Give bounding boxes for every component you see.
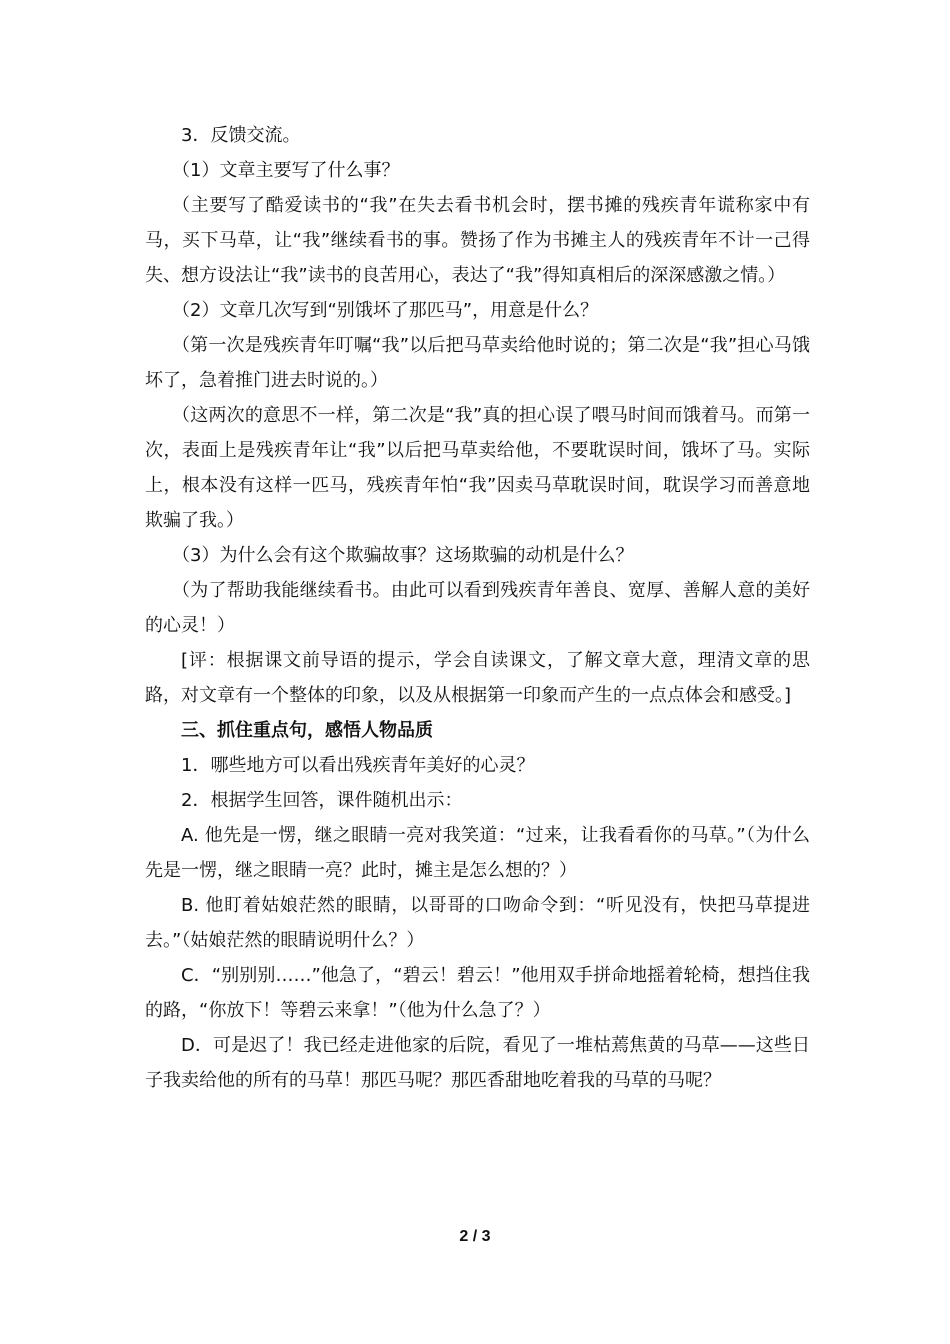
section-heading-3: 三、抓住重点句，感悟人物品质 xyxy=(181,720,433,741)
excerpt-c: C．“别别别……”他急了，“碧云！碧云！”他用双手拼命地摇着轮椅，想挡住我的路，“你放下！等碧云来拿！”（他为什么急了？） xyxy=(145,965,810,1021)
excerpt-d: D．可是迟了！我已经走进他家的后院，看见了一堆枯蔫焦黄的马草——这些日子我卖给他的所有的马草！那匹马呢？那匹香甜地吃着我的马草的马呢？ xyxy=(145,1035,810,1091)
document-body xyxy=(145,118,810,1098)
item-1: 1．哪些地方可以看出残疾青年美好的心灵？ xyxy=(181,755,535,776)
page-number: 2 / 3 xyxy=(459,1228,491,1245)
comment-paragraph: [评：根据课文前导语的提示，学会自读课文，了解文章大意，理清文章的思路，对文章有一个整体的印象，以及从根据第一印象而产生的一点点体会和感受。] xyxy=(145,650,810,706)
question-3: （3）为什么会有这个欺骗故事？这场欺骗的动机是什么？ xyxy=(172,545,634,566)
paragraph-feedback-heading: 3．反馈交流。 xyxy=(181,125,301,146)
question-1: （1）文章主要写了什么事？ xyxy=(172,160,400,181)
answer-2a: （第一次是残疾青年叮嘱“我”以后把马草卖给他时说的；第二次是“我”担心马饿坏了，急着推门进去时说的。） xyxy=(145,335,810,391)
question-2: （2）文章几次写到“别饿坏了那匹马”，用意是什么？ xyxy=(172,300,599,321)
answer-2b: （这两次的意思不一样，第二次是“我”真的担心误了喂马时间而饿着马。而第一次，表面上是残疾青年让“我”以后把马草卖给他，不要耽误时间，饿坏了马。实际上，根本没有这样一匹马，残疾青年怕“我”因卖马草耽误时间，耽误学习而善意地欺骗了我。） xyxy=(145,405,810,531)
answer-3: （为了帮助我能继续看书。由此可以看到残疾青年善良、宽厚、善解人意的美好的心灵！） xyxy=(145,580,810,636)
item-2: 2．根据学生回答，课件随机出示： xyxy=(181,790,463,811)
answer-1: （主要写了酷爱读书的“我”在失去看书机会时，摆书摊的残疾青年谎称家中有马，买下马草，让“我”继续看书的事。赞扬了作为书摊主人的残疾青年不计一己得失、想方设法让“我”读书的良苦用心，表达了“我”得知真相后的深深感激之情。） xyxy=(145,195,810,286)
excerpt-b: B. 他盯着姑娘茫然的眼睛，以哥哥的口吻命令到：“听见没有，快把马草提进去。”（姑娘茫然的眼睛说明什么？） xyxy=(145,895,810,951)
excerpt-a: A. 他先是一愣，继之眼睛一亮对我笑道：“过来，让我看看你的马草。”（为什么先是一愣，继之眼睛一亮？此时，摊主是怎么想的？） xyxy=(145,825,810,881)
